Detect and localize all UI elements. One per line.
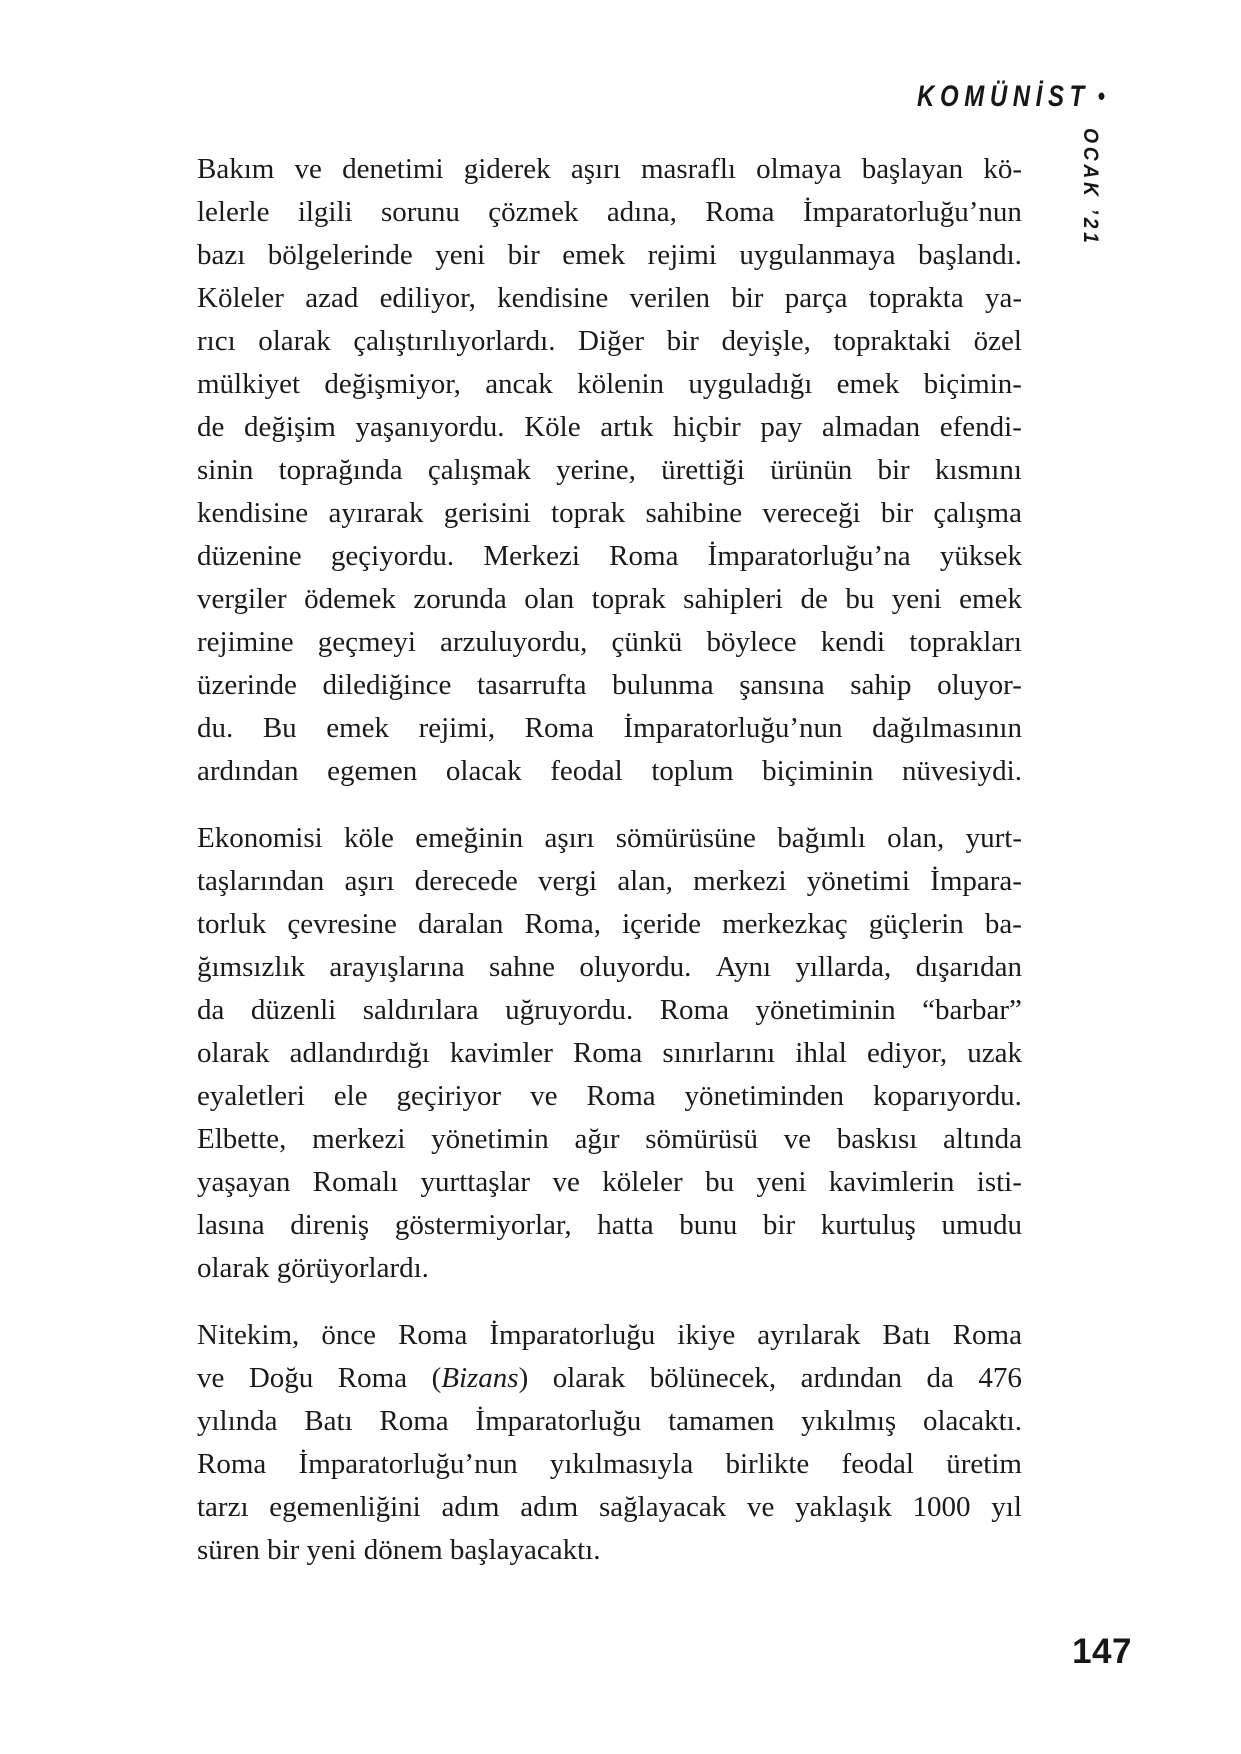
- text-line: Elbette, merkezi yönetimin ağır sömürüsü ve baskısı altında: [197, 1123, 1022, 1155]
- text-line: sinin toprağında çalışmak yerine, ürettiği ürünün bir kısmını: [197, 454, 1022, 486]
- text-line: bazı bölgelerinde yeni bir emek rejimi uygulanmaya başlandı.: [197, 239, 1022, 271]
- text-line: ardından egemen olacak feodal toplum biçiminin nüvesiydi.: [197, 755, 1022, 787]
- text-line: taşlarından aşırı derecede vergi alan, merkezi yönetimi İmpara-: [197, 865, 1022, 897]
- text-line: torluk çevresine daralan Roma, içeride merkezkaç güçlerin ba-: [197, 908, 1022, 940]
- text-line: yaşayan Romalı yurttaşlar ve köleler bu yeni kavimlerin isti-: [197, 1166, 1022, 1198]
- text-line: de değişim yaşanıyordu. Köle artık hiçbir pay almadan efendi-: [197, 411, 1022, 443]
- text-line: tarzı egemenliğini adım adım sağlayacak ve yaklaşık 1000 yıl: [197, 1491, 1022, 1523]
- running-head: [917, 80, 1105, 114]
- text-line: Köleler azad ediliyor, kendisine verilen bir parça toprakta ya-: [197, 282, 1022, 314]
- text-line: da düzenli saldırılara uğruyordu. Roma yönetiminin “barbar”: [197, 994, 1022, 1026]
- paragraph: [197, 1314, 1022, 1572]
- text-line: lasına direniş göstermiyorlar, hatta bunu bir kurtuluş umudu: [197, 1209, 1022, 1241]
- text-line: vergiler ödemek zorunda olan toprak sahipleri de bu yeni emek: [197, 583, 1022, 615]
- page-number: 147: [1072, 1632, 1132, 1671]
- text-line: rejimine geçmeyi arzuluyordu, çünkü böylece kendi toprakları: [197, 626, 1022, 658]
- text-line: düzenine geçiyordu. Merkezi Roma İmparatorluğu’na yüksek: [197, 540, 1022, 572]
- text-block: [197, 148, 1022, 1572]
- issue-label: OCAK ’21: [1079, 128, 1102, 247]
- bullet-separator-icon: •: [1097, 81, 1105, 111]
- text-line: lelerle ilgili sorunu çözmek adına, Roma İmparatorluğu’nun: [197, 196, 1022, 228]
- text-line: üzerinde dilediğince tasarrufta bulunma şansına sahip oluyor-: [197, 669, 1022, 701]
- text-line: olarak görüyorlardı.: [197, 1252, 429, 1284]
- text-line: olarak adlandırdığı kavimler Roma sınırlarını ihlal ediyor, uzak: [197, 1037, 1022, 1069]
- text-line: mülkiyet değişmiyor, ancak kölenin uyguladığı emek biçimin-: [197, 368, 1022, 400]
- text-line: ğımsızlık arayışlarına sahne oluyordu. Aynı yıllarda, dışarıdan: [197, 951, 1022, 983]
- text-line: rıcı olarak çalıştırılıyorlardı. Diğer bir deyişle, topraktaki özel: [197, 325, 1022, 357]
- text-line: Roma İmparatorluğu’nun yıkılmasıyla birlikte feodal üretim: [197, 1448, 1022, 1480]
- text-line: ve Doğu Roma (Bizans) olarak bölünecek, ardından da 476: [197, 1362, 1022, 1394]
- text-line: Bakım ve denetimi giderek aşırı masraflı olmaya başlayan kö-: [197, 153, 1022, 185]
- text-line: yılında Batı Roma İmparatorluğu tamamen yıkılmış olacaktı.: [197, 1405, 1022, 1437]
- magazine-title: KOMÜNİST: [916, 80, 1090, 113]
- paragraph: [197, 148, 1022, 793]
- text-line: du. Bu emek rejimi, Roma İmparatorluğu’nun dağılmasının: [197, 712, 1022, 744]
- text-line: Ekonomisi köle emeğinin aşırı sömürüsüne bağımlı olan, yurt-: [197, 822, 1022, 854]
- paragraph: [197, 817, 1022, 1290]
- text-line: süren bir yeni dönem başlayacaktı.: [197, 1534, 601, 1566]
- text-line: kendisine ayırarak gerisini toprak sahibine vereceği bir çalışma: [197, 497, 1022, 529]
- text-line: Nitekim, önce Roma İmparatorluğu ikiye ayrılarak Batı Roma: [197, 1319, 1022, 1351]
- text-line: eyaletleri ele geçiriyor ve Roma yönetiminden koparıyordu.: [197, 1080, 1022, 1112]
